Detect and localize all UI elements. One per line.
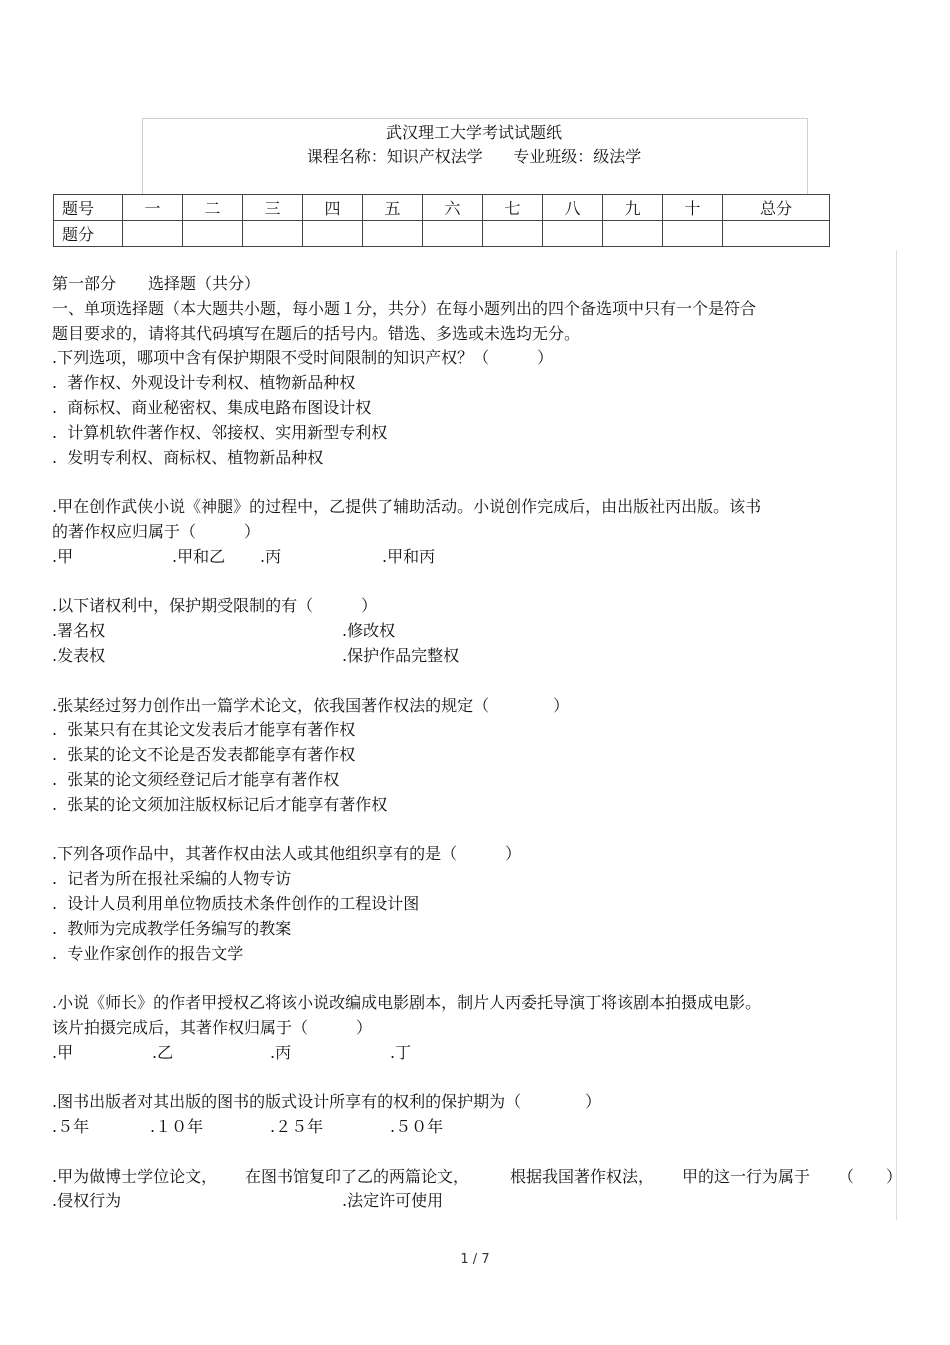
question-3-option-b: .修改权 xyxy=(342,621,396,641)
spacer xyxy=(52,966,902,991)
question-3-options-row-1 xyxy=(52,619,902,644)
question-8-option-a: .侵权行为 xyxy=(52,1191,122,1211)
class-name: 专业班级：级法学 xyxy=(513,147,642,166)
score-cell xyxy=(603,221,663,247)
question-8-stem-part-2: 在图书馆复印了乙的两篇论文， xyxy=(245,1166,470,1186)
question-8-stem-part-1: .甲为做博士学位论文， xyxy=(52,1166,218,1186)
question-1-stem: .下列选项，哪项中含有保护期限不受时间限制的知识产权？（ ） xyxy=(52,348,554,368)
question-1-option-d: . 发明专利权、商标权、植物新品种权 xyxy=(52,447,324,467)
part-heading xyxy=(52,272,902,297)
question-6-stem-line-2: 该片拍摄完成后，其著作权归属于（ ） xyxy=(52,1017,373,1037)
spacer xyxy=(52,818,902,843)
score-col-8: 八 xyxy=(543,195,603,221)
question-1-option-a: . 著作权、外观设计专利权、植物新品种权 xyxy=(52,373,356,393)
question-3-option-d: .保护作品完整权 xyxy=(342,645,460,665)
score-row-head-number: 题号 xyxy=(54,195,123,221)
score-col-4: 四 xyxy=(303,195,363,221)
score-cell xyxy=(303,221,363,247)
score-col-7: 七 xyxy=(483,195,543,221)
question-2-options xyxy=(52,545,902,570)
question-4-option-c: . 张某的论文须经登记后才能享有著作权 xyxy=(52,769,340,789)
score-cell xyxy=(183,221,243,247)
score-col-5: 五 xyxy=(363,195,423,221)
score-col-2: 二 xyxy=(183,195,243,221)
section-instructions-line-2: 题目要求的，请将其代码填写在题后的括号内。错选、多选或未选均无分。 xyxy=(52,323,581,343)
question-8-stem-part-4: 甲的这一行为属于 xyxy=(682,1166,811,1186)
spacer xyxy=(52,669,902,694)
question-7-option-d: .５０年 xyxy=(390,1117,444,1137)
question-6-option-a: .甲 xyxy=(52,1042,74,1062)
score-table-row-scores xyxy=(54,221,830,247)
question-5-option-a: . 记者为所在报社采编的人物专访 xyxy=(52,869,292,889)
exam-title: 武汉理工大学考试试题纸 xyxy=(385,123,562,142)
score-cell xyxy=(423,221,483,247)
spacer xyxy=(52,570,902,595)
question-2-option-b: .甲和乙 xyxy=(172,546,226,566)
score-col-3: 三 xyxy=(243,195,303,221)
question-2-option-d: .甲和丙 xyxy=(382,546,436,566)
question-8-stem-part-5: （ ） xyxy=(838,1166,903,1186)
score-col-9: 九 xyxy=(603,195,663,221)
spacer xyxy=(52,1066,902,1091)
question-2-option-c: .丙 xyxy=(260,546,282,566)
exam-subtitle xyxy=(142,146,806,168)
page-number: 1 / 7 xyxy=(460,1252,490,1267)
question-3-options-row-2 xyxy=(52,644,902,669)
score-col-total: 总分 xyxy=(723,195,830,221)
score-cell xyxy=(123,221,183,247)
question-5-option-b: . 设计人员利用单位物质技术条件创作的工程设计图 xyxy=(52,893,420,913)
part-subtitle: 选择题（共分） xyxy=(148,274,261,293)
question-8-options xyxy=(52,1189,902,1214)
question-6-option-b: .乙 xyxy=(152,1042,174,1062)
score-col-6: 六 xyxy=(423,195,483,221)
spacer xyxy=(52,470,902,495)
section-instructions-line-1: 一、单项选择题（本大题共小题，每小题１分，共分）在每小题列出的四个备选项中只有一个是符合 xyxy=(52,298,757,318)
score-cell xyxy=(243,221,303,247)
question-8-stem-part-3: 根据我国著作权法， xyxy=(510,1166,655,1186)
score-row-head-score: 题分 xyxy=(54,221,123,247)
score-table xyxy=(53,194,830,247)
question-5-option-c: . 教师为完成教学任务编写的教案 xyxy=(52,918,292,938)
score-col-10: 十 xyxy=(663,195,723,221)
score-cell xyxy=(363,221,423,247)
score-cell-total xyxy=(723,221,830,247)
question-3-option-c: .发表权 xyxy=(52,645,106,665)
question-7-option-a: .５年 xyxy=(52,1117,90,1137)
question-3-option-a: .署名权 xyxy=(52,621,106,641)
question-5-option-d: . 专业作家创作的报告文学 xyxy=(52,943,244,963)
course-name: 课程名称：知识产权法学 xyxy=(306,147,483,166)
question-5-stem: .下列各项作品中，其著作权由法人或其他组织享有的是（ ） xyxy=(52,844,522,864)
question-1-option-c: . 计算机软件著作权、邻接权、实用新型专利权 xyxy=(52,422,388,442)
question-4-option-a: . 张某只有在其论文发表后才能享有著作权 xyxy=(52,720,356,740)
question-6-option-d: .丁 xyxy=(390,1042,412,1062)
question-7-stem: .图书出版者对其出版的图书的版式设计所享有的权利的保护期为（ ） xyxy=(52,1092,602,1112)
question-1-option-b: . 商标权、商业秘密权、集成电路布图设计权 xyxy=(52,397,372,417)
score-cell xyxy=(483,221,543,247)
question-7-options xyxy=(52,1115,902,1140)
score-cell xyxy=(663,221,723,247)
exam-content xyxy=(52,272,902,1214)
question-8-stem xyxy=(52,1165,902,1190)
question-2-stem-line-1: .甲在创作武侠小说《神腿》的过程中，乙提供了辅助活动。小说创作完成后，由出版社丙出版。该书 xyxy=(52,497,762,517)
score-col-1: 一 xyxy=(123,195,183,221)
question-2-option-a: .甲 xyxy=(52,546,74,566)
question-4-option-b: . 张某的论文不论是否发表都能享有著作权 xyxy=(52,745,356,765)
question-2-stem-line-2: 的著作权应归属于（ ） xyxy=(52,521,261,541)
part-title: 第一部分 xyxy=(52,274,117,293)
question-4-stem: .张某经过努力创作出一篇学术论文，依我国著作权法的规定（ ） xyxy=(52,695,570,715)
score-table-row-numbers xyxy=(54,195,830,221)
score-cell xyxy=(543,221,603,247)
question-7-option-b: .１０年 xyxy=(150,1117,204,1137)
question-6-stem-line-1: .小说《师长》的作者甲授权乙将该小说改编成电影剧本，制片人丙委托导演丁将该剧本拍摄成电影。 xyxy=(52,993,762,1013)
question-6-option-c: .丙 xyxy=(270,1042,292,1062)
spacer xyxy=(52,1140,902,1165)
question-7-option-c: .２５年 xyxy=(270,1117,324,1137)
question-4-option-d: . 张某的论文须加注版权标记后才能享有著作权 xyxy=(52,794,388,814)
question-8-option-b: .法定许可使用 xyxy=(342,1191,444,1211)
question-6-options xyxy=(52,1041,902,1066)
question-3-stem: .以下诸权利中，保护期受限制的有（ ） xyxy=(52,596,378,616)
